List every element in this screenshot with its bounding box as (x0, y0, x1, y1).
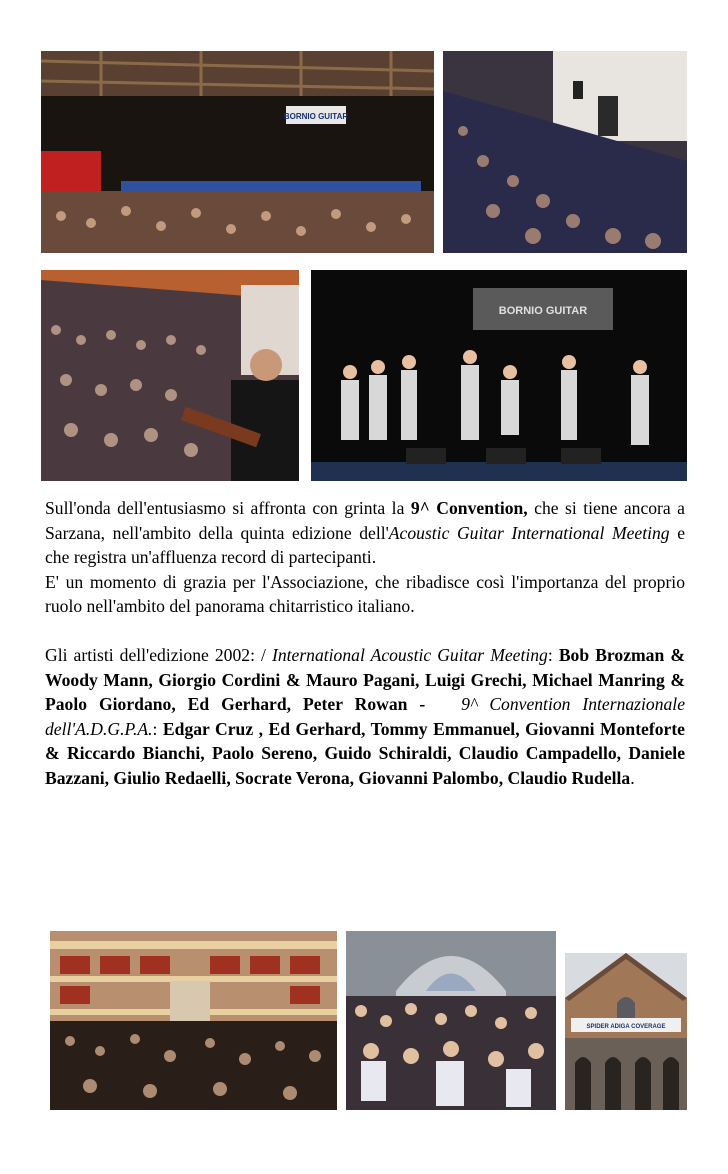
convention-name: 9^ Convention, (410, 498, 528, 518)
convention-artists-list: Edgar Cruz , Ed Gerhard, Tommy Emmanuel, Giovanni Monteforte & Riccardo Bianchi, Paolo Sereno, Guido Schiraldi, Claudio Campadello, Daniele Bazzani, Giulio Redaelli, Socrate Verona, Giovanni Palombo, Claudio Rudella (45, 718, 685, 788)
photo-concert-hall-graphic (41, 51, 434, 253)
photo-stone-building (565, 953, 687, 1110)
paragraph-artists (45, 643, 685, 790)
photo-stone-building-graphic (565, 953, 687, 1110)
photo-crowd-arched-hall (346, 931, 556, 1110)
building-banner-text: SPIDER ADIGA COVERAGE (586, 1024, 666, 1030)
text-segment: . (630, 767, 635, 788)
text-segment: : (152, 718, 163, 739)
photo-seated-audience-graphic (443, 51, 687, 253)
convention-full-name: 9^ Convention Internazionale dell'A.D.G.P.A. (45, 694, 685, 739)
text-segment: Gli artisti dell'edizione 2002: / (45, 645, 272, 665)
photo-guitarist-audience (41, 270, 299, 481)
text-segment: E' un momento di grazia per l'Associazione, che ribadisce così l'importanza del proprio ruolo nell'ambito del panorama chitarristico italiano. (45, 571, 685, 616)
text-segment: Sull'onda dell'entusiasmo si affronta con grinta la (45, 498, 411, 518)
paragraph-association (45, 570, 685, 619)
stage-banner-text: BORNIO GUITAR (283, 112, 349, 121)
paragraph-spacer (45, 619, 685, 644)
photo-theatre-audience-graphic (50, 931, 337, 1110)
meeting-name: Acoustic Guitar International Meeting (388, 522, 670, 543)
photo-band-on-stage-graphic (311, 270, 687, 481)
photo-theatre-audience (50, 931, 337, 1110)
paragraph-convention (45, 496, 685, 570)
meeting-name: International Acoustic Guitar Meeting (271, 645, 548, 665)
text-segment: che si tiene ancora a Sarzana, nell'ambito della quinta edizione dell' (45, 498, 685, 543)
photo-guitarist-audience-graphic (41, 270, 299, 481)
photo-band-on-stage (311, 270, 687, 481)
text-segment (425, 694, 461, 714)
stage-banner-text-2: BORNIO GUITAR (498, 305, 588, 317)
text-segment: : (547, 645, 559, 665)
photo-seated-audience (443, 51, 687, 253)
meeting-artists-list: Bob Brozman & Woody Mann, Giorgio Cordini & Mauro Pagani, Luigi Grechi, Michael Manring & Paolo Giordano, Ed Gerhard, Peter Rowan - (45, 645, 685, 714)
text-segment: e che registra un'affluenza record di partecipanti. (45, 522, 685, 567)
photo-concert-hall-crowd (41, 51, 434, 253)
article-text (45, 496, 685, 790)
photo-crowd-arched-hall-graphic (346, 931, 556, 1110)
